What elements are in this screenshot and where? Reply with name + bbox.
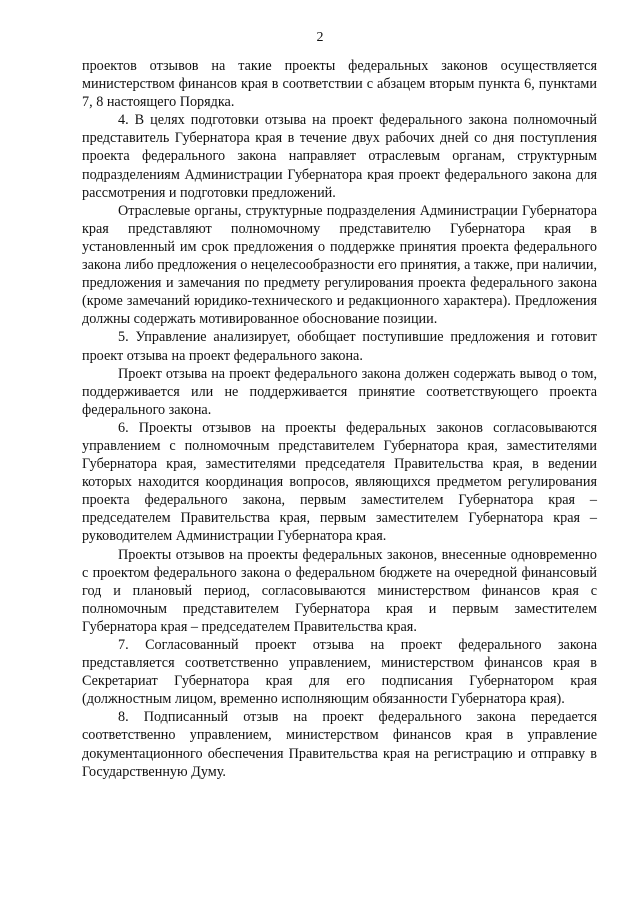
paragraph-item-7: 7. Согласованный проект отзыва на проект федерального закона представляется соответственно управлением, министерством финансов края в Секретариат Губернатора края для его подписания Губернатором края (должностным лицом, временно исполняющим обязанности Губернатора края). [82, 637, 597, 708]
paragraph-sectoral-bodies: Отраслевые органы, структурные подразделения Администрации Губернатора края представляют полномочному представителю Губернатора края в установленный им срок предложения о поддержке принятия проекта федерального закона либо предложения о нецелесообразности его принятия, а также, при наличии, предложения и замечания по предмету регулирования проекта федерального закона (кроме замечаний юридико-технического и редакционного характера). Предложения должны содержать мотивированное обоснование позиции. [82, 202, 597, 328]
paragraph-budget-projects: Проекты отзывов на проекты федеральных законов, внесенные одновременно с проектом федерального закона о федеральном бюджете на очередной финансовый год и плановый период, согласовываются министерством финансов края с полномочным представителем Губернатора края и первым заместителем Губернатора края – председателем Правительства края. [82, 546, 597, 635]
page-number: 2 [316, 30, 324, 45]
document-body [82, 57, 597, 781]
paragraph-item-6: 6. Проекты отзывов на проекты федеральных законов согласовываются управлением с полномочным представителем Губернатора края, заместителями Губернатора края, заместителями председателя Правительства края, в ведении которых находится координация вопросов, являющихся предметом регулирования проекта федерального закона, первым заместителем Губернатора края – председателем Правительства края, первым заместителем Губернатора края – руководителем Администрации Губернатора края. [82, 419, 597, 545]
paragraph-item-5: 5. Управление анализирует, обобщает поступившие предложения и готовит проект отзыва на проект федерального закона. [82, 329, 597, 364]
paragraph-continuation: проектов отзывов на такие проекты федеральных законов осуществляется министерством финансов края в соответствии с абзацем вторым пункта 6, пунктами 7, 8 настоящего Порядка. [82, 58, 597, 111]
paragraph-review-content: Проект отзыва на проект федерального закона должен содержать вывод о том, поддерживается или не поддерживается принятие соответствующего проекта федерального закона. [82, 365, 597, 418]
paragraph-item-8: 8. Подписанный отзыв на проект федерального закона передается соответственно управлением, министерством финансов края в управление документационного обеспечения Правительства края на регистрацию и отправку в Государственную Думу. [82, 709, 597, 780]
paragraph-item-4: 4. В целях подготовки отзыва на проект федерального закона полномочный представитель Губернатора края в течение двух рабочих дней со дня поступления проекта федерального закона направляет отраслевым органам, структурным подразделениям Администрации Губернатора края проект федерального закона для рассмотрения и подготовки предложений. [82, 112, 597, 201]
